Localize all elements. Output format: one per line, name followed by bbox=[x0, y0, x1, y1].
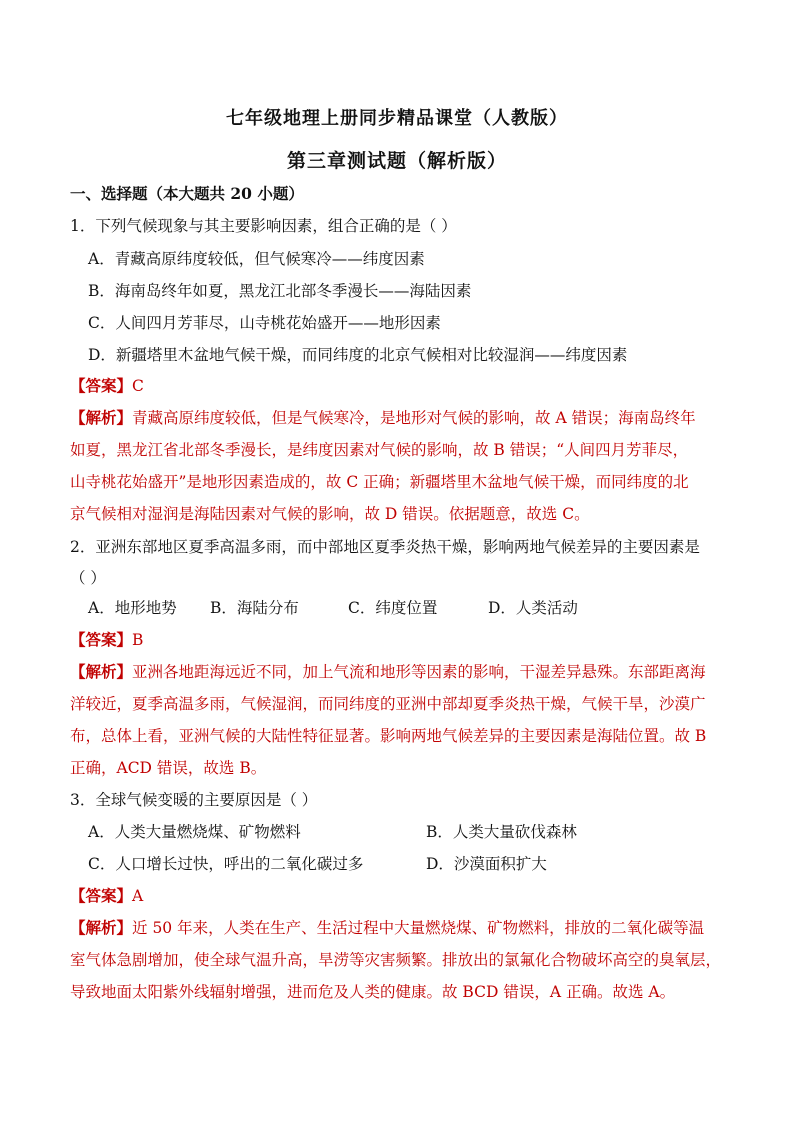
question-1-analysis-line: 京气候相对湿润是海陆因素对气候的影响，故 D 错误。依据题意，故选 C。 bbox=[70, 505, 590, 523]
answer-label: 【答案】 bbox=[70, 376, 133, 395]
analysis-label: 【解析】 bbox=[70, 662, 133, 681]
question-3-options-row-1 bbox=[88, 822, 748, 842]
question-2-option-d: D．人类活动 bbox=[488, 599, 578, 617]
question-1-stem: 1．下列气候现象与其主要影响因素，组合正确的是（ ） bbox=[70, 217, 457, 235]
question-2-analysis-line: 布，总体上看，亚洲气候的大陆性特征显著。影响两地气候差异的主要因素是海陆位置。故 B bbox=[70, 727, 707, 745]
question-3-options-row-2 bbox=[88, 854, 748, 874]
question-2-option-c: C．纬度位置 bbox=[348, 599, 438, 617]
question-1-option-c: C．人间四月芳菲尽，山寺桃花始盛开——地形因素 bbox=[88, 314, 441, 332]
question-1-option-d: D．新疆塔里木盆地气候干燥，而同纬度的北京气候相对比较湿润——纬度因素 bbox=[88, 346, 628, 364]
analysis-label: 【解析】 bbox=[70, 918, 133, 937]
question-3-option-a: A．人类大量燃烧煤、矿物燃料 bbox=[88, 823, 301, 841]
answer-label: 【答案】 bbox=[70, 630, 133, 649]
question-2-options bbox=[88, 598, 748, 618]
answer-value: C bbox=[132, 377, 144, 395]
question-2-stem: 2．亚洲东部地区夏季高温多雨，而中部地区夏季炎热干燥，影响两地气候差异的主要因素是 bbox=[70, 538, 700, 556]
answer-value: A bbox=[132, 887, 144, 905]
section-heading: 一、选择题（本大题共 20 小题） bbox=[70, 184, 304, 203]
question-2-option-b: B．海陆分布 bbox=[210, 599, 299, 617]
question-1-option-b: B．海南岛终年如夏，黑龙江北部冬季漫长——海陆因素 bbox=[88, 282, 472, 300]
question-3-answer bbox=[70, 886, 730, 906]
answer-label: 【答案】 bbox=[70, 886, 133, 905]
question-3-analysis-line: 导致地面太阳紫外线辐射增强，进而危及人类的健康。故 BCD 错误，A 正确。故选 A。 bbox=[70, 983, 676, 1001]
question-2-option-a: A．地形地势 bbox=[88, 599, 177, 617]
question-2-analysis-line bbox=[70, 662, 730, 682]
question-2-analysis-line: 正确，ACD 错误，故选 B。 bbox=[70, 759, 267, 777]
question-3-option-d: D．沙漠面积扩大 bbox=[426, 855, 547, 873]
question-1-analysis-line bbox=[70, 408, 730, 428]
question-2-answer bbox=[70, 630, 730, 650]
question-2-analysis-line: 洋较近，夏季高温多雨，气候湿润，而同纬度的亚洲中部却夏季炎热干燥，气候干旱，沙漠广 bbox=[70, 695, 706, 713]
answer-value: B bbox=[132, 631, 144, 649]
analysis-label: 【解析】 bbox=[70, 408, 133, 427]
analysis-text: 亚洲各地距海远近不同，加上气流和地形等因素的影响，干湿差异悬殊。东部距离海 bbox=[132, 663, 706, 681]
question-2-stem: （ ） bbox=[70, 569, 106, 587]
analysis-text: 近 50 年来，人类在生产、生活过程中大量燃烧煤、矿物燃料，排放的二氧化碳等温 bbox=[132, 919, 705, 937]
question-1-option-a: A．青藏高原纬度较低，但气候寒冷——纬度因素 bbox=[88, 250, 425, 268]
document-subtitle: 第三章测试题（解析版） bbox=[286, 150, 507, 172]
analysis-text: 青藏高原纬度较低，但是气候寒冷，是地形对气候的影响，故 A 错误；海南岛终年 bbox=[132, 409, 696, 427]
question-3-stem: 3．全球气候变暖的主要原因是（ ） bbox=[70, 791, 318, 809]
question-3-analysis-line: 室气体急剧增加，使全球气温升高，旱涝等灾害频繁。排放出的氯氟化合物破坏高空的臭氧层， bbox=[70, 951, 722, 969]
question-1-analysis-line: 如夏，黑龙江省北部冬季漫长，是纬度因素对气候的影响，故 B 错误；“人间四月芳菲尽， bbox=[70, 441, 689, 459]
question-1-analysis-line: 山寺桃花始盛开”是地形因素造成的，故 C 正确；新疆塔里木盆地气候干燥，而同纬度的北 bbox=[70, 473, 689, 491]
question-3-option-c: C．人口增长过快，呼出的二氧化碳过多 bbox=[88, 855, 364, 873]
question-3-option-b: B．人类大量砍伐森林 bbox=[426, 823, 577, 841]
question-3-analysis-line bbox=[70, 918, 730, 938]
question-1-answer bbox=[70, 376, 730, 396]
document-title: 七年级地理上册同步精品课堂（人教版） bbox=[226, 108, 568, 129]
